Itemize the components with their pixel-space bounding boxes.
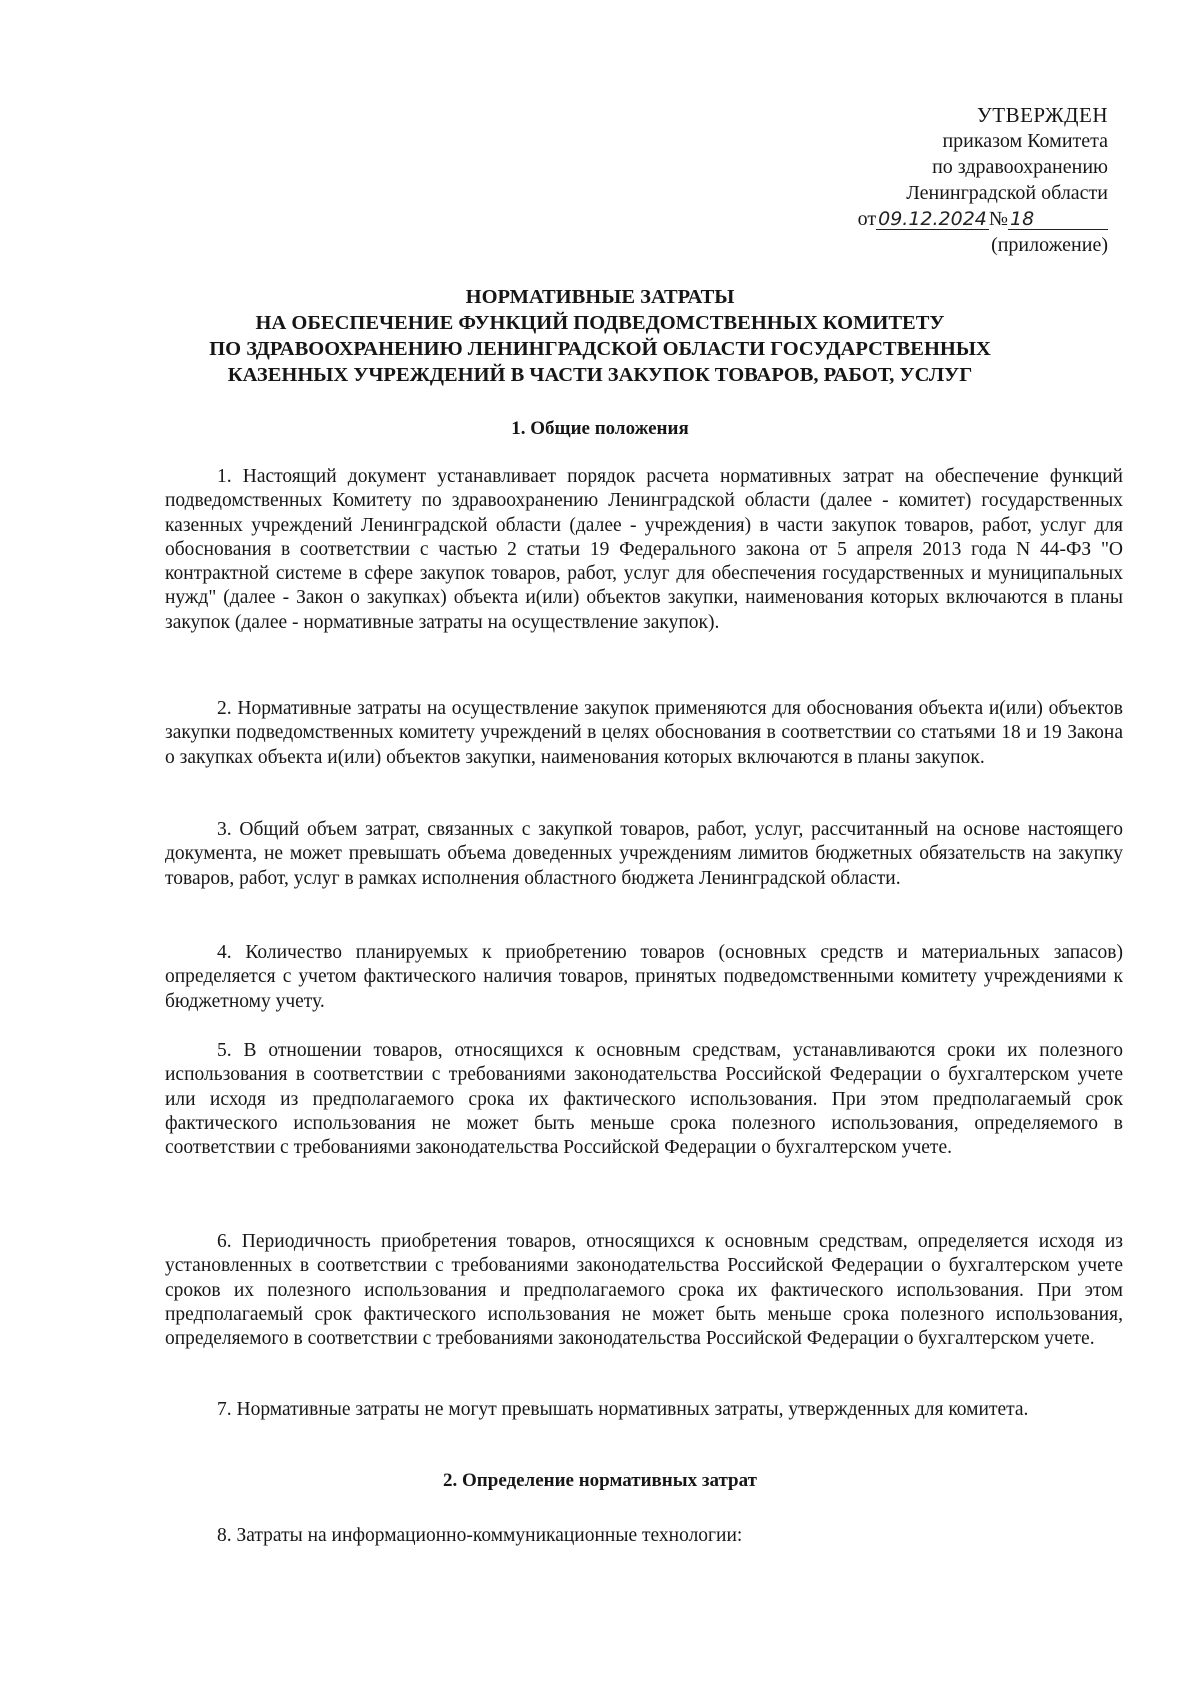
paragraph-5 [165,1039,1123,1160]
paragraph-text: 8. Затраты на информационно-коммуникационные технологии: [217,1525,743,1546]
handwritten-number: 18 [1008,209,1108,230]
title-line: ПО ЗДРАВООХРАНЕНИЮ ЛЕНИНГРАДСКОЙ ОБЛАСТИ ГОСУДАРСТВЕННЫХ [209,338,991,360]
paragraph-4 [165,941,1123,1014]
paragraph-text: 1. Настоящий документ устанавливает порядок расчета нормативных затрат на обеспечение функций подведомственных Комитету по здравоохранению Ленинградской области (далее - комитет) государственных казенных учреждений Ленинградской области (далее - учреждения) в части закупок товаров, работ, услуг для обоснования в соответствии с частью 2 статьи 19 Федерального закона от 5 апреля 2013 года N 44-ФЗ "О контрактной системе в сфере закупок товаров, работ, услуг для обеспечения государственных и муниципальных нужд" (далее - Закон о закупках) объекта и(или) объектов закупки, наименования которых включаются в планы закупок (далее - нормативные затраты на осуществление закупок). [165,466,1123,633]
title-line: НОРМАТИВНЫЕ ЗАТРАТЫ [465,286,735,308]
paragraph-text: 5. В отношении товаров, относящихся к основным средствам, устанавливаются сроки их полезного использования в соответствии с требованиями законодательства Российской Федерации о бухгалтерском учете или исходя из предполагаемого срока их фактического использования. При этом предполагаемый срок фактического использования не может быть меньше срока полезного использования, определяемого в соответствии с требованиями законодательства Российской Федерации о бухгалтерском учете. [165,1040,1123,1159]
paragraph-3 [165,818,1123,891]
title-line: КАЗЕННЫХ УЧРЕЖДЕНИЙ В ЧАСТИ ЗАКУПОК ТОВАРОВ, РАБОТ, УСЛУГ [227,364,973,386]
paragraph-1 [165,465,1123,635]
paragraph-text: 7. Нормативные затраты не могут превышать нормативных затраты, утвержденных для комитета. [217,1399,1029,1420]
paragraph-2 [165,697,1123,770]
paragraph-text: 2. Нормативные затраты на осуществление закупок применяются для обоснования объекта и(или) объектов закупки подведомственных комитету учреждений в целях обоснования в соответствии со статьями 18 и 19 Закона о закупках объекта и(или) объектов закупки, наименования которых включаются в планы закупок. [165,698,1123,768]
date-prefix: от [857,208,877,230]
handwritten-date: 09.12.2024 [878,208,987,230]
approval-note: (приложение) [991,234,1108,256]
approval-stamp-block [858,102,1108,258]
approval-line-region: Ленинградской области [906,182,1108,204]
document-title [0,284,1200,388]
approval-heading: УТВЕРЖДЕН [976,103,1108,127]
paragraph-text: 4. Количество планируемых к приобретению товаров (основных средств и материальных запасов) определяется с учетом фактического наличия товаров, принятых подведомственными комитету учреждениями к бюджетному учету. [165,942,1123,1012]
approval-date-line [858,206,1108,232]
approval-line-order: приказом Комитета [942,130,1108,152]
section-heading-general: 1. Общие положения [511,418,689,439]
paragraph-text: 6. Периодичность приобретения товаров, относящихся к основным средствам, определяется исходя из установленных в соответствии с требованиями законодательства Российской Федерации о бухгалтерском учете сроков их полезного использования и предполагаемого срока их фактического использования. При этом предполагаемый срок фактического использования не может быть меньше срока полезного использования, определяемого в соответствии с требованиями законодательства Российской Федерации о бухгалтерском учете. [165,1231,1123,1350]
paragraph-6 [165,1230,1123,1351]
paragraph-text: 3. Общий объем затрат, связанных с закупкой товаров, работ, услуг, рассчитанный на основе настоящего документа, не может превышать объема доведенных учреждениям лимитов бюджетных обязательств на закупку товаров, работ, услуг в рамках исполнения областного бюджета Ленинградской области. [165,819,1123,889]
title-line: НА ОБЕСПЕЧЕНИЕ ФУНКЦИЙ ПОДВЕДОМСТВЕННЫХ КОМИТЕТУ [255,312,945,334]
number-prefix: № [988,208,1008,230]
paragraph-7 [165,1398,1123,1422]
paragraph-8 [165,1524,1123,1548]
section-heading-definition: 2. Определение нормативных затрат [443,1470,757,1491]
approval-line-committee: по здравоохранению [932,156,1108,178]
